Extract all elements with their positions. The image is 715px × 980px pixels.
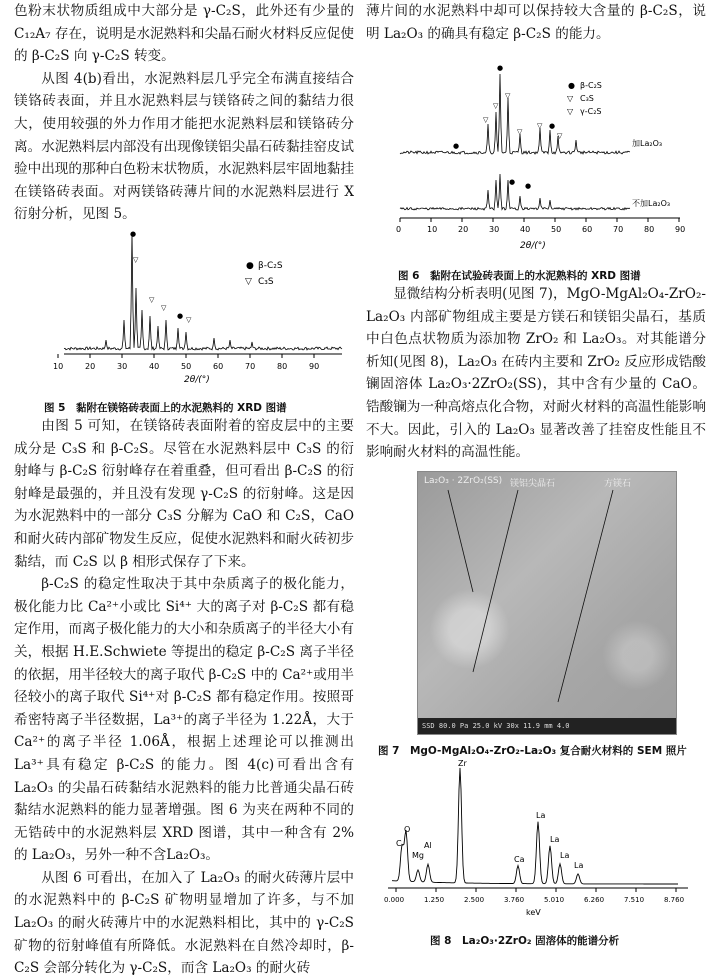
fig8-caption: 图 8 La₂O₃·2ZrO₂ 固溶体的能谱分析 bbox=[430, 935, 620, 947]
fig7-sem-image bbox=[417, 471, 677, 735]
fig8-peak-label: La bbox=[560, 851, 570, 860]
fig8-tick-label: 7.510 bbox=[624, 896, 645, 904]
figure-6 bbox=[396, 58, 700, 258]
fig6-label-without-la: 不加La₂O₃ bbox=[632, 199, 671, 208]
fig6-tick-label: 20 bbox=[458, 225, 469, 234]
paragraph: 从图 6 可看出，在加入了 La₂O₃ 的耐火砖薄片层中的水泥熟料中的 β-C₂S 矿物明显增加了许多，与不加 La₂O₃ 的耐火砖薄片中的水泥熟料相比，其中的 γ-C₂S 矿物的衍射峰值有所降低。水泥熟料在自然冷却时，β-C₂S 会部分转化为 γ-C₂S，而含 La₂O₃ 的耐火砖 bbox=[14, 869, 354, 977]
right-column-mid bbox=[366, 283, 706, 464]
fig6-tick-label: 40 bbox=[520, 225, 531, 234]
fig6-peak-marker: ▽ bbox=[493, 102, 499, 110]
fig8-tick-label: 1.250 bbox=[424, 896, 445, 904]
fig5-peak-marker: ▽ bbox=[186, 316, 192, 324]
fig8-peak-label: La bbox=[550, 835, 560, 844]
fig6-caption: 图 6 黏附在试验砖表面上的水泥熟料的 XRD 图谱 bbox=[398, 270, 641, 282]
fig5-peak-marker: ▽ bbox=[161, 304, 167, 312]
fig5-legend-dot: ● bbox=[246, 261, 254, 271]
paragraph: β-C₂S 的稳定性取决于其中杂质离子的极化能力，极化能力比 Ca²⁺小或比 Si⁴⁺ 大的离子对 β-C₂S 都有稳定作用，而离子极化能力的大小和杂质离子的半径大小有关，根据 H.E.Schwiete 等提出的稳定 β-C₂S 离子半径的依据，用半径较大的离子取代 β-C₂S 中的 Ca²⁺或用半径较小的离子取代 Si⁴⁺对 β-C₂S 都有稳定作用。按照哥希密特离子半径数据，La³⁺的离子半径为 1.22Å，大于 Ca²⁺的离子半径 1.06Å，根据上述理论可以推测出 La³⁺具有稳定 β-C₂S 的能力。图 4(c)可看出含有 La₂O₃ 的尖晶石砖黏结水泥熟料的能力比普通尖晶石砖黏结水泥熟料的能力显著增强。图 6 为夹在两种不同的无锆砖中的水泥熟料层 XRD 图谱，其中一种含有 2% 的 La₂O₃，另外一种不含La₂O₃。 bbox=[14, 576, 354, 864]
fig8-peak-label: Zr bbox=[458, 759, 467, 768]
paragraph: 从图 4(b)看出，水泥熟料层几乎完全布满直接结合镁铬砖表面，并且水泥熟料层与镁铬砖之间的黏结力很大，使用较强的外力作用才能把水泥熟料层和镁铬砖分离。水泥熟料层内部没有出现像镁铝尖晶石砖黏挂窑皮试验中出现的那种白色粉末状物质，水泥熟料层牢固地黏挂在镁铬砖表面。对两镁铬砖薄片间的水泥熟料层进行 X 衍射分析，见图 5。 bbox=[14, 70, 354, 223]
fig6-tick-label: 10 bbox=[427, 225, 438, 234]
fig5-tick-label: 90 bbox=[309, 362, 320, 371]
fig8-tick-label: 0.000 bbox=[384, 896, 405, 904]
fig5-tick-label: 10 bbox=[53, 362, 64, 371]
fig6-peak-marker: ● bbox=[525, 182, 532, 190]
fig5-peak-marker: ● bbox=[130, 230, 137, 238]
fig6-xrd-chart bbox=[396, 58, 700, 258]
fig5-peak-marker: ▽ bbox=[133, 256, 139, 264]
left-column-lower bbox=[14, 415, 354, 980]
fig7-label-c: 方镁石 bbox=[604, 479, 632, 489]
fig5-xrd-chart bbox=[14, 222, 354, 392]
fig8-peak-label: Al bbox=[424, 841, 432, 850]
fig6-tick-label: 60 bbox=[582, 225, 593, 234]
fig6-tick-label: 0 bbox=[396, 225, 402, 234]
fig6-label-with-la: 加La₂O₃ bbox=[632, 139, 663, 148]
fig5-tick-label: 50 bbox=[181, 362, 192, 371]
fig5-tick-label: 60 bbox=[213, 362, 224, 371]
fig7-label-b: 镁铝尖晶石 bbox=[510, 479, 556, 489]
fig5-peak-marker: ● bbox=[177, 312, 184, 320]
paragraph: 色粉末状物质组成中大部分是 γ-C₂S，此外还有少量的 C₁₂A₇ 存在，说明是水泥熟料和尖晶石耐火材料反应促使的 β-C₂S 向 γ-C₂S 转变。 bbox=[14, 3, 354, 65]
fig5-caption: 图 5 黏附在镁铬砖表面上的水泥熟料的 XRD 图谱 bbox=[44, 402, 287, 414]
fig6-peak-marker: ▽ bbox=[483, 116, 489, 124]
fig8-peak-label: Ca bbox=[514, 855, 525, 864]
fig7-footer bbox=[418, 718, 676, 734]
fig5-legend-tri: ▽ bbox=[245, 277, 252, 287]
left-column bbox=[14, 0, 354, 226]
fig8-spectrum bbox=[392, 768, 678, 884]
figure-5 bbox=[14, 222, 354, 392]
fig6-legend-tri: ▽ bbox=[567, 94, 574, 103]
fig8-tick-label: 3.760 bbox=[504, 896, 525, 904]
paragraph: 薄片间的水泥熟料中却可以保持较大含量的 β-C₂S，说明 La₂O₃ 的确具有稳定 β-C₂S 的能力。 bbox=[366, 3, 706, 42]
fig6-tick-label: 50 bbox=[551, 225, 562, 234]
fig6-peak-marker: ● bbox=[453, 142, 460, 150]
fig7-label-a: La₂O₃ · 2ZrO₂(SS) bbox=[424, 476, 503, 486]
fig6-tick-label: 90 bbox=[675, 225, 686, 234]
fig6-legend-b: β-C₂S bbox=[580, 81, 602, 90]
fig8-tick-label: 6.260 bbox=[584, 896, 605, 904]
fig6-xlabel: 2θ/(°) bbox=[520, 241, 546, 251]
fig6-peak-marker: ▽ bbox=[505, 92, 511, 100]
fig8-peak-label: C bbox=[396, 839, 402, 848]
figure-8 bbox=[378, 758, 698, 918]
fig8-tick-label: 5.010 bbox=[544, 896, 565, 904]
fig7-caption: 图 7 MgO-MgAl₂O₄-ZrO₂-La₂O₃ 复合耐火材料的 SEM 照片 bbox=[378, 745, 687, 757]
fig6-tick-label: 30 bbox=[489, 225, 500, 234]
fig5-tick-label: 80 bbox=[277, 362, 288, 371]
fig8-peak-label: La bbox=[574, 861, 584, 870]
fig6-legend-dot: ● bbox=[568, 81, 575, 90]
fig6-peak-marker: ▽ bbox=[537, 122, 543, 130]
fig5-xlabel: 2θ/(°) bbox=[184, 375, 210, 385]
fig6-peak-marker: ● bbox=[509, 178, 516, 186]
fig8-peak-label: Mg bbox=[412, 851, 424, 860]
fig8-eds-chart bbox=[378, 758, 698, 918]
fig5-legend-b: β-C₂S bbox=[258, 261, 283, 271]
fig8-peak-label: La bbox=[536, 811, 546, 820]
fig8-tick-label: 2.500 bbox=[464, 896, 485, 904]
fig8-peak-label: O bbox=[404, 825, 411, 834]
fig6-tick-label: 70 bbox=[613, 225, 624, 234]
fig5-tick-label: 40 bbox=[149, 362, 160, 371]
fig6-peak-marker: ▽ bbox=[517, 128, 523, 136]
fig5-tick-label: 20 bbox=[85, 362, 96, 371]
fig6-peak-marker: ● bbox=[497, 64, 504, 72]
fig6-peak-marker: ▽ bbox=[557, 132, 563, 140]
fig5-peak-marker: ▽ bbox=[149, 296, 155, 304]
paragraph: 显微结构分析表明(见图 7)，MgO-MgAl₂O₄-ZrO₂-La₂O₃ 内部矿物组成主要是方镁石和镁铝尖晶石，基质中白色点状物质为添加物 ZrO₂ 和 La₂O₃。对其能谱分析知(见图 8)，La₂O₃ 在砖内主要和 ZrO₂ 反应形成锆酸镧固溶体 La₂O₃·2ZrO₂(SS)，其中含有少量的 CaO。锆酸镧为一种高熔点化合物，对耐火材料的高温性能影响不大。因此，引入的 La₂O₃ 显著改善了挂窑皮性能且不影响耐火材料的高温性能。 bbox=[366, 286, 706, 461]
fig6-legend-g: γ-C₂S bbox=[580, 107, 602, 116]
right-column bbox=[366, 0, 706, 45]
fig6-legend-v: ▽ bbox=[567, 107, 574, 116]
paragraph: 由图 5 可知，在镁铬砖表面附着的窑皮层中的主要成分是 C₃S 和 β-C₂S。尽管在水泥熟料层中 C₃S 的衍射峰与 β-C₂S 衍射峰存在着重叠，但可看出 β-C₂S 的衍射峰是最强的，并且没有发现 γ-C₂S 的衍射峰。这是因为水泥熟料中的一部分 C₃S 分解为 CaO 和 C₂S，CaO 和耐火砖内部矿物发生反应，促使水泥熟料和耐火砖初步黏结，而 C₂S 以 β 相形式保存了下来。 bbox=[14, 418, 354, 570]
fig5-tick-label: 30 bbox=[117, 362, 128, 371]
fig6-tick-label: 80 bbox=[644, 225, 655, 234]
fig5-pattern bbox=[64, 232, 342, 350]
fig5-tick-label: 70 bbox=[245, 362, 256, 371]
fig6-peak-marker: ● bbox=[549, 122, 556, 130]
fig5-legend-c: C₃S bbox=[258, 277, 274, 287]
fig6-legend-c: C₃S bbox=[580, 94, 594, 103]
fig7-leader-lines bbox=[418, 472, 676, 734]
fig8-tick-label: 8.760 bbox=[664, 896, 685, 904]
fig8-xlabel: keV bbox=[526, 908, 541, 917]
fig7-footer-values: SSD 80.0 Pa 25.0 kV 30x 11.9 mm 4.0 bbox=[422, 722, 570, 730]
